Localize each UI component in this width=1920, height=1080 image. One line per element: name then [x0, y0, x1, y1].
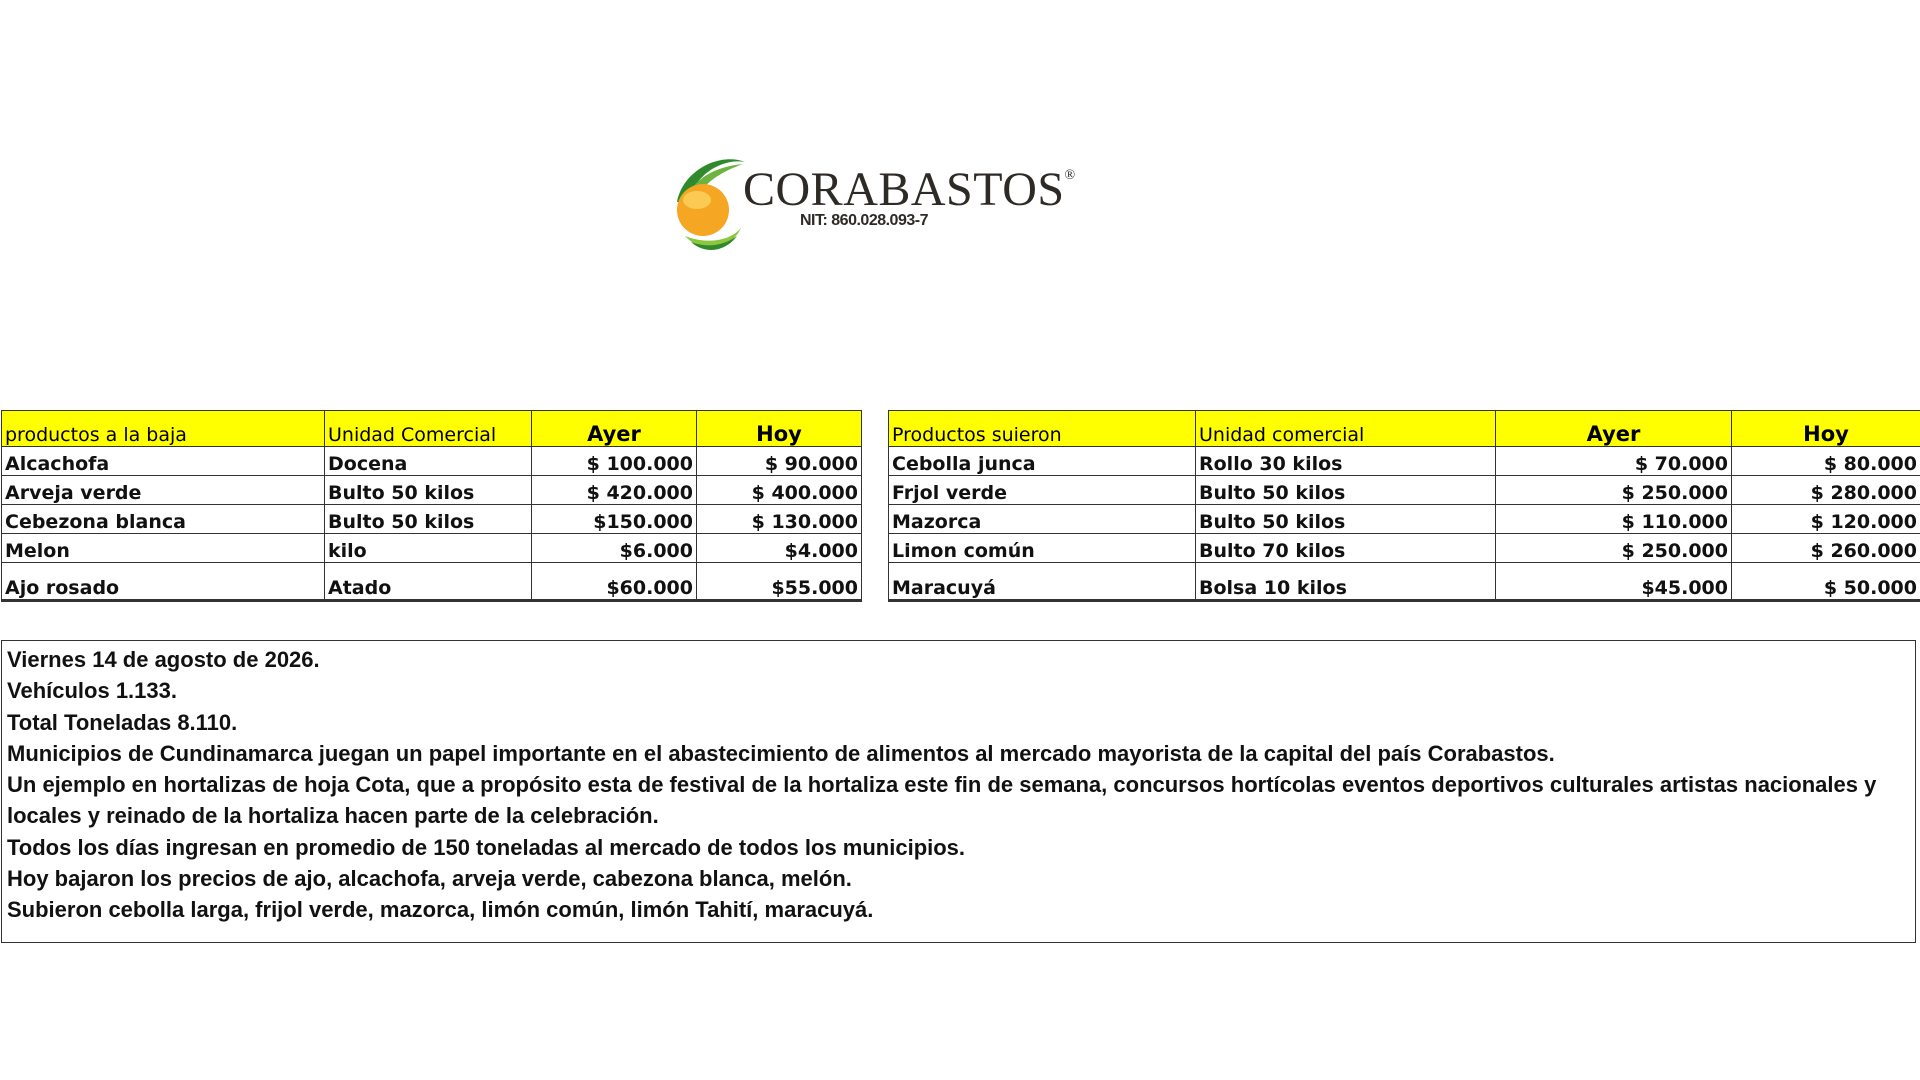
cell-hoy: $ 280.000	[1732, 476, 1920, 505]
table-row	[889, 505, 1920, 534]
cell-producto: Alcachofa	[2, 447, 325, 476]
cell-unidad: Bulto 50 kilos	[325, 505, 532, 534]
table-row	[2, 534, 862, 563]
header-unidad: Unidad Comercial	[325, 411, 532, 447]
table-row	[2, 563, 862, 601]
header-producto: Productos suieron	[889, 411, 1196, 447]
cell-hoy: $ 120.000	[1732, 505, 1920, 534]
cell-unidad: kilo	[325, 534, 532, 563]
table-productos-subieron	[888, 410, 1920, 602]
cell-producto: Frjol verde	[889, 476, 1196, 505]
note-tonnage: Total Toneladas 8.110.	[7, 709, 238, 735]
cell-ayer: $60.000	[532, 563, 697, 601]
cell-ayer: $45.000	[1496, 563, 1732, 601]
table-header-row	[2, 411, 862, 447]
note-paragraph: Municipios de Cundinamarca juegan un papel importante en el abastecimiento de alimentos al mercado mayorista de la capital del país Corabastos.	[7, 740, 1555, 766]
cell-producto: Mazorca	[889, 505, 1196, 534]
cell-ayer: $ 250.000	[1496, 476, 1732, 505]
cell-unidad: Bulto 70 kilos	[1196, 534, 1496, 563]
note-vehicles: Vehículos 1.133.	[7, 678, 177, 704]
table-row	[2, 447, 862, 476]
cell-producto: Cebolla junca	[889, 447, 1196, 476]
cell-unidad: Bolsa 10 kilos	[1196, 563, 1496, 601]
cell-producto: Arveja verde	[2, 476, 325, 505]
note-prices-down: Hoy bajaron los precios de ajo, alcachofa, arveja verde, cabezona blanca, melón.	[7, 866, 852, 892]
cell-ayer: $6.000	[532, 534, 697, 563]
cell-ayer: $ 70.000	[1496, 447, 1732, 476]
cell-ayer: $ 250.000	[1496, 534, 1732, 563]
note-paragraph: Un ejemplo en hortalizas de hoja Cota, que a propósito esta de festival de la hortaliza este fin de semana, concursos hortícolas eventos deportivos culturales artistas nacionales y locales y reinado de la hortaliza hacen parte de la celebración.	[7, 772, 1877, 829]
header-hoy: Hoy	[1732, 411, 1920, 447]
cell-producto: Ajo rosado	[2, 563, 325, 601]
table-header-row	[889, 411, 1920, 447]
cell-ayer: $150.000	[532, 505, 697, 534]
cell-unidad: Bulto 50 kilos	[325, 476, 532, 505]
logo-name: CORABASTOS®	[743, 163, 1076, 216]
note-paragraph: Todos los días ingresan en promedio de 150 toneladas al mercado de todos los municipios.	[7, 834, 966, 860]
header-ayer: Ayer	[532, 411, 697, 447]
cell-ayer: $ 110.000	[1496, 505, 1732, 534]
table-row	[889, 563, 1920, 601]
table-row	[2, 505, 862, 534]
cell-ayer: $ 420.000	[532, 476, 697, 505]
cell-producto: Maracuyá	[889, 563, 1196, 601]
cell-hoy: $ 130.000	[697, 505, 862, 534]
cell-hoy: $55.000	[697, 563, 862, 601]
cell-hoy: $4.000	[697, 534, 862, 563]
header-producto: productos a la baja	[2, 411, 325, 447]
cell-hoy: $ 260.000	[1732, 534, 1920, 563]
table-productos-baja	[1, 410, 862, 602]
note-date: Viernes 14 de agosto de 2026.	[7, 647, 320, 672]
table-row	[889, 447, 1920, 476]
cell-unidad: Docena	[325, 447, 532, 476]
cell-unidad: Bulto 50 kilos	[1196, 476, 1496, 505]
cell-hoy: $ 80.000	[1732, 447, 1920, 476]
cell-hoy: $ 50.000	[1732, 563, 1920, 601]
logo-nit: NIT: 860.028.093-7	[800, 212, 928, 229]
corabastos-logo	[665, 150, 1076, 260]
cell-ayer: $ 100.000	[532, 447, 697, 476]
cell-producto: Cebezona blanca	[2, 505, 325, 534]
cell-unidad: Rollo 30 kilos	[1196, 447, 1496, 476]
market-notes-box	[1, 640, 1916, 943]
cell-unidad: Atado	[325, 563, 532, 601]
table-row	[889, 534, 1920, 563]
header-hoy: Hoy	[697, 411, 862, 447]
cell-hoy: $ 90.000	[697, 447, 862, 476]
cell-unidad: Bulto 50 kilos	[1196, 505, 1496, 534]
table-row	[2, 476, 862, 505]
header-ayer: Ayer	[1496, 411, 1732, 447]
cell-producto: Melon	[2, 534, 325, 563]
header-unidad: Unidad comercial	[1196, 411, 1496, 447]
table-row	[889, 476, 1920, 505]
cell-producto: Limon común	[889, 534, 1196, 563]
note-prices-up: Subieron cebolla larga, frijol verde, mazorca, limón común, limón Tahití, maracuyá.	[7, 897, 874, 923]
cell-hoy: $ 400.000	[697, 476, 862, 505]
